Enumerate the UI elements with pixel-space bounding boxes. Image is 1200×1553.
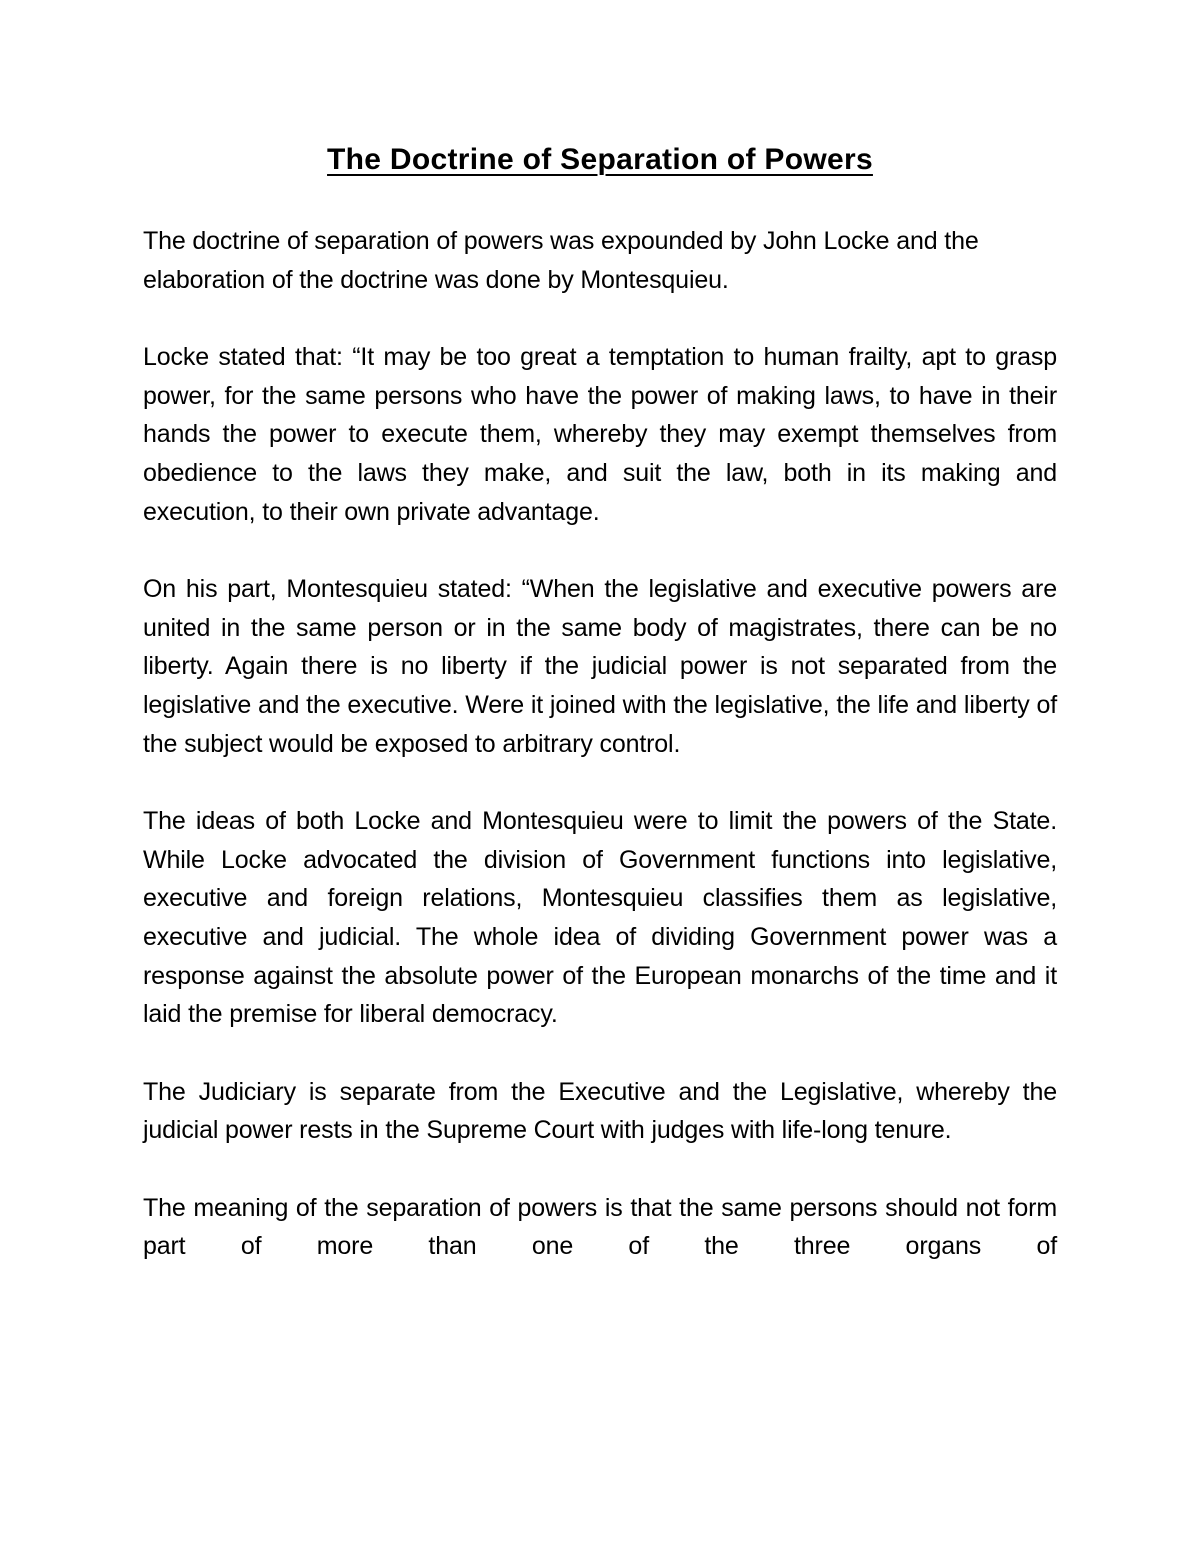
paragraph-judiciary: The Judiciary is separate from the Executive and the Legislative, whereby the judicial power rests in the Supreme Court with judges with life-long tenure. [143, 1077, 1057, 1145]
paragraph-meaning: The meaning of the separation of powers is that the same persons should not form part of more than one of the three organs of [143, 1193, 1057, 1261]
paragraph-intro: The doctrine of separation of powers was expounded by John Locke and the elaboration of the doctrine was done by Montesquieu. [143, 227, 979, 294]
paragraph-ideas: The ideas of both Locke and Montesquieu were to limit the powers of the State. While Locke advocated the division of Government functions into legislative, executive and foreign relations, Montesquieu classifies them as legislative, executive and judicial. The whole idea of dividing Government power was a response against the absolute power of the European monarchs of the time and it laid the premise for liberal democracy. [143, 807, 1057, 1029]
document-body [143, 140, 1057, 1266]
paragraph-locke-quote: Locke stated that: “It may be too great a temptation to human frailty, apt to grasp power, for the same persons who have the power of making laws, to have in their hands the power to execute them, whereby they may exempt themselves from obedience to the laws they make, and suit the law, both in its making and execution, to their own private advantage. [143, 343, 1057, 526]
paragraph-montesquieu-quote: On his part, Montesquieu stated: “When the legislative and executive powers are united in the same person or in the same body of magistrates, there can be no liberty. Again there is no liberty if the judicial power is not separated from the legislative and the executive. Were it joined with the legislative, the life and liberty of the subject would be exposed to arbitrary control. [143, 575, 1057, 758]
document-title: The Doctrine of Separation of Powers [327, 143, 873, 176]
